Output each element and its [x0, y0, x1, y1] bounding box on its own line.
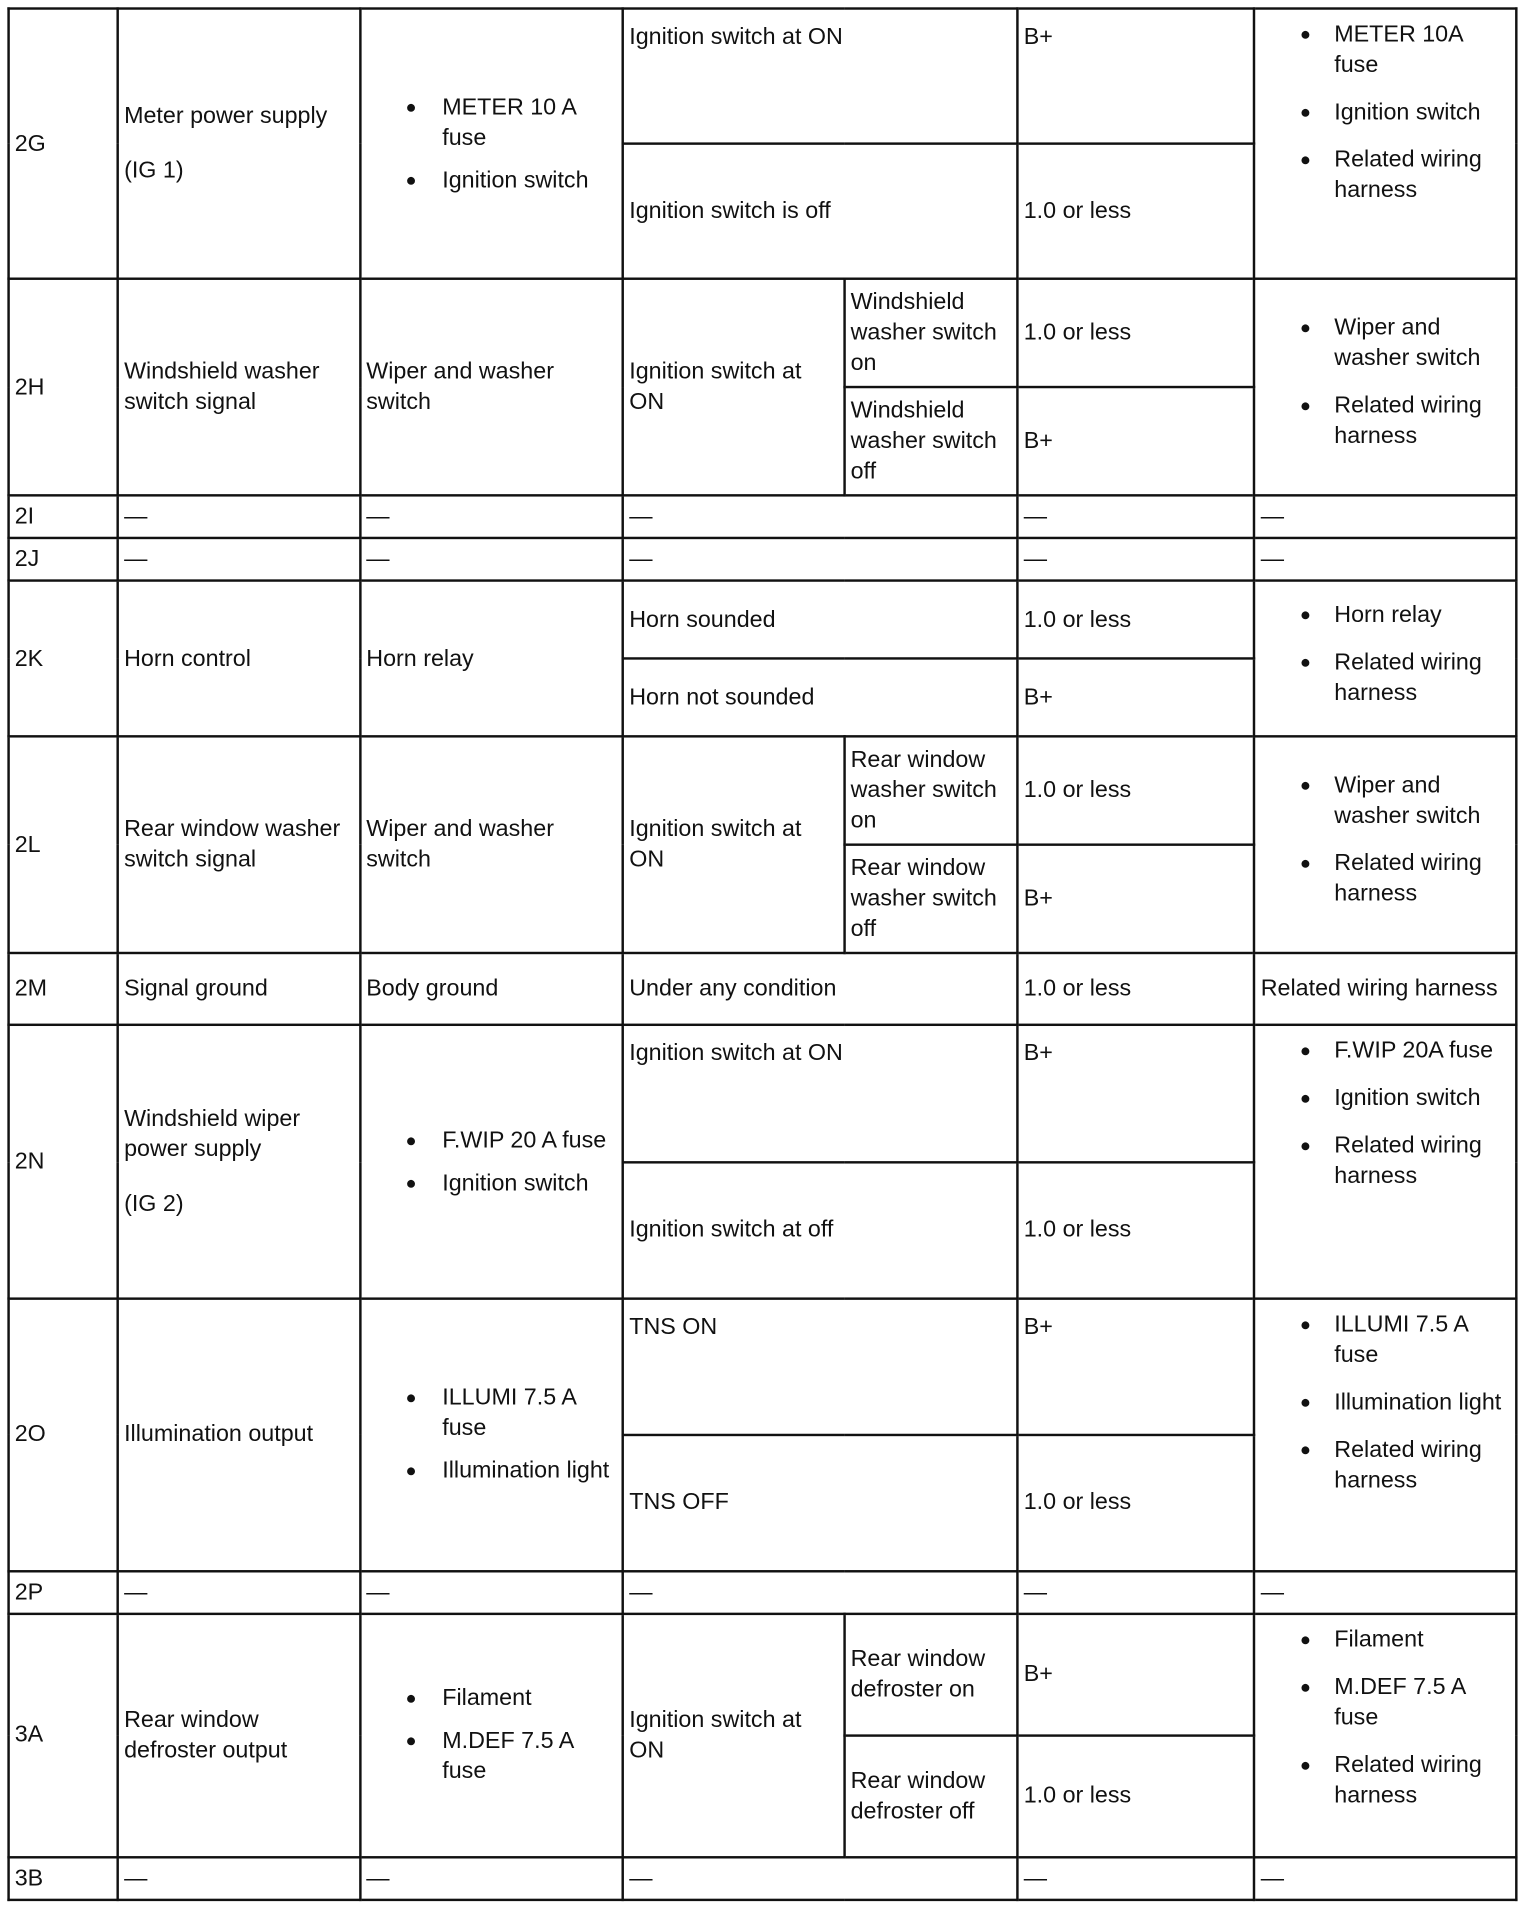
list-item: ● M.DEF 7.5 A fuse [1261, 1672, 1510, 1733]
voltage-cell: 1.0 or less [1018, 1735, 1255, 1857]
table-row [9, 1025, 1517, 1161]
list-item: ● ILLUMI 7.5 A fuse [366, 1383, 617, 1444]
condition-cell: TNS ON [623, 1298, 1017, 1434]
terminal-cell: 2P [9, 1571, 118, 1614]
voltage-cell: 1.0 or less [1018, 144, 1255, 279]
voltage-cell: B+ [1018, 1614, 1255, 1736]
condition-cell: Ignition switch at ON [623, 279, 844, 496]
terminal-cell: 2M [9, 953, 118, 1025]
inspection-cell: Related wiring harness [1255, 953, 1517, 1025]
sub-condition-cell: Rear window defroster on [844, 1614, 1017, 1736]
condition-cell: Under any condition [623, 953, 1017, 1025]
list-item: ● Ignition switch [1261, 1084, 1510, 1114]
table-row [9, 538, 1517, 581]
dash-cell: — [1255, 1571, 1517, 1614]
voltage-cell: 1.0 or less [1018, 1435, 1255, 1571]
table-row [9, 1614, 1517, 1736]
list-item: ● M.DEF 7.5 A fuse [366, 1726, 617, 1787]
table-row [9, 1857, 1517, 1900]
voltage-cell: B+ [1018, 1025, 1255, 1161]
list-item: ● METER 10A fuse [1261, 19, 1510, 80]
inspection-cell [1255, 1614, 1517, 1858]
dash-cell: — [623, 1571, 1017, 1614]
dash-cell: — [1255, 1857, 1517, 1900]
list-item: ● Related wiring harness [1261, 145, 1510, 206]
table-row [9, 953, 1517, 1025]
condition-cell: Horn not sounded [623, 659, 1017, 737]
condition-cell: Ignition switch at ON [623, 1614, 844, 1858]
connected-to-cell: Rear window defroster output [118, 1614, 360, 1858]
condition-cell: Ignition switch at ON [623, 737, 844, 954]
connected-to-cell: Illumination output [118, 1298, 360, 1571]
list-item: ● Illumination light [366, 1456, 617, 1486]
table-row [9, 279, 1517, 387]
dash-cell: — [360, 1571, 623, 1614]
terminal-cell: 2N [9, 1025, 118, 1298]
sub-condition-cell: Rear window washer switch on [844, 737, 1017, 845]
dash-cell: — [1018, 496, 1255, 539]
voltage-cell: 1.0 or less [1018, 737, 1255, 845]
component-cell: Body ground [360, 953, 623, 1025]
dash-cell: — [623, 496, 1017, 539]
list-item: ● Illumination light [1261, 1387, 1510, 1417]
connected-to-cell: Windshield wiper power supply (IG 2) [118, 1025, 360, 1298]
condition-cell: Horn sounded [623, 581, 1017, 659]
dash-cell: — [118, 496, 360, 539]
condition-cell: Ignition switch at off [623, 1162, 1017, 1298]
voltage-cell: B+ [1018, 1298, 1255, 1434]
voltage-cell: 1.0 or less [1018, 1162, 1255, 1298]
sub-condition-cell: Rear window washer switch off [844, 845, 1017, 953]
list-item: ● Related wiring harness [1261, 849, 1510, 910]
list-item: ● Filament [1261, 1624, 1510, 1654]
connected-to-cell: Signal ground [118, 953, 360, 1025]
connected-to-cell: Rear window washer switch signal [118, 737, 360, 954]
list-item: ● Related wiring harness [1261, 1750, 1510, 1811]
list-item: ● Related wiring harness [1261, 1131, 1510, 1192]
dash-cell: — [360, 1857, 623, 1900]
terminal-cell: 2L [9, 737, 118, 954]
dash-cell: — [360, 496, 623, 539]
connected-to-cell: Horn control [118, 581, 360, 737]
terminal-cell: 2G [9, 9, 118, 279]
list-item: ● Filament [366, 1684, 617, 1714]
component-cell [360, 1614, 623, 1858]
voltage-cell: B+ [1018, 387, 1255, 495]
voltage-cell: 1.0 or less [1018, 953, 1255, 1025]
list-item: ● Related wiring harness [1261, 391, 1510, 452]
list-item: ● Ignition switch [1261, 97, 1510, 127]
list-item: ● ILLUMI 7.5 A fuse [1261, 1309, 1510, 1370]
table-row [9, 1571, 1517, 1614]
voltage-cell: 1.0 or less [1018, 279, 1255, 387]
terminal-inspection-table [7, 7, 1517, 1901]
component-cell: Wiper and washer switch [360, 279, 623, 496]
table-row [9, 581, 1517, 659]
voltage-cell: B+ [1018, 9, 1255, 144]
component-cell: Wiper and washer switch [360, 737, 623, 954]
inspection-cell [1255, 581, 1517, 737]
sub-condition-cell: Windshield washer switch on [844, 279, 1017, 387]
list-item: ● Horn relay [1261, 600, 1510, 630]
dash-cell: — [623, 1857, 1017, 1900]
dash-cell: — [1018, 1857, 1255, 1900]
inspection-cell [1255, 279, 1517, 496]
list-item: ● METER 10 A fuse [366, 92, 617, 153]
dash-cell: — [1255, 538, 1517, 581]
dash-cell: — [1018, 538, 1255, 581]
condition-cell: Ignition switch at ON [623, 9, 1017, 144]
terminal-cell: 2I [9, 496, 118, 539]
condition-cell: Ignition switch is off [623, 144, 1017, 279]
dash-cell: — [118, 538, 360, 581]
terminal-cell: 2J [9, 538, 118, 581]
terminal-cell: 3A [9, 1614, 118, 1858]
inspection-cell [1255, 737, 1517, 954]
terminal-cell: 3B [9, 1857, 118, 1900]
list-item: ● F.WIP 20 A fuse [366, 1125, 617, 1155]
component-cell [360, 1298, 623, 1571]
dash-cell: — [118, 1857, 360, 1900]
terminal-cell: 2H [9, 279, 118, 496]
component-cell [360, 9, 623, 279]
voltage-cell: B+ [1018, 659, 1255, 737]
inspection-cell [1255, 9, 1517, 279]
terminal-cell: 2O [9, 1298, 118, 1571]
table-row [9, 1298, 1517, 1434]
inspection-cell [1255, 1298, 1517, 1571]
component-cell [360, 1025, 623, 1298]
table-row [9, 737, 1517, 845]
sub-condition-cell: Windshield washer switch off [844, 387, 1017, 495]
table-row [9, 496, 1517, 539]
list-item: ● Ignition switch [366, 1168, 617, 1198]
connected-to-cell: Windshield washer switch signal [118, 279, 360, 496]
condition-cell: Ignition switch at ON [623, 1025, 1017, 1161]
sub-condition-cell: Rear window defroster off [844, 1735, 1017, 1857]
dash-cell: — [360, 538, 623, 581]
list-item: ● Ignition switch [366, 165, 617, 195]
component-cell: Horn relay [360, 581, 623, 737]
voltage-cell: 1.0 or less [1018, 581, 1255, 659]
terminal-cell: 2K [9, 581, 118, 737]
inspection-cell [1255, 1025, 1517, 1298]
voltage-cell: B+ [1018, 845, 1255, 953]
list-item: ● Related wiring harness [1261, 1434, 1510, 1495]
connected-to-cell: Meter power supply (IG 1) [118, 9, 360, 279]
condition-cell: TNS OFF [623, 1435, 1017, 1571]
dash-cell: — [118, 1571, 360, 1614]
list-item: ● Wiper and washer switch [1261, 313, 1510, 374]
dash-cell: — [623, 538, 1017, 581]
dash-cell: — [1018, 1571, 1255, 1614]
list-item: ● F.WIP 20A fuse [1261, 1036, 1510, 1066]
table-row [9, 9, 1517, 144]
list-item: ● Related wiring harness [1261, 647, 1510, 708]
dash-cell: — [1255, 496, 1517, 539]
list-item: ● Wiper and washer switch [1261, 771, 1510, 832]
